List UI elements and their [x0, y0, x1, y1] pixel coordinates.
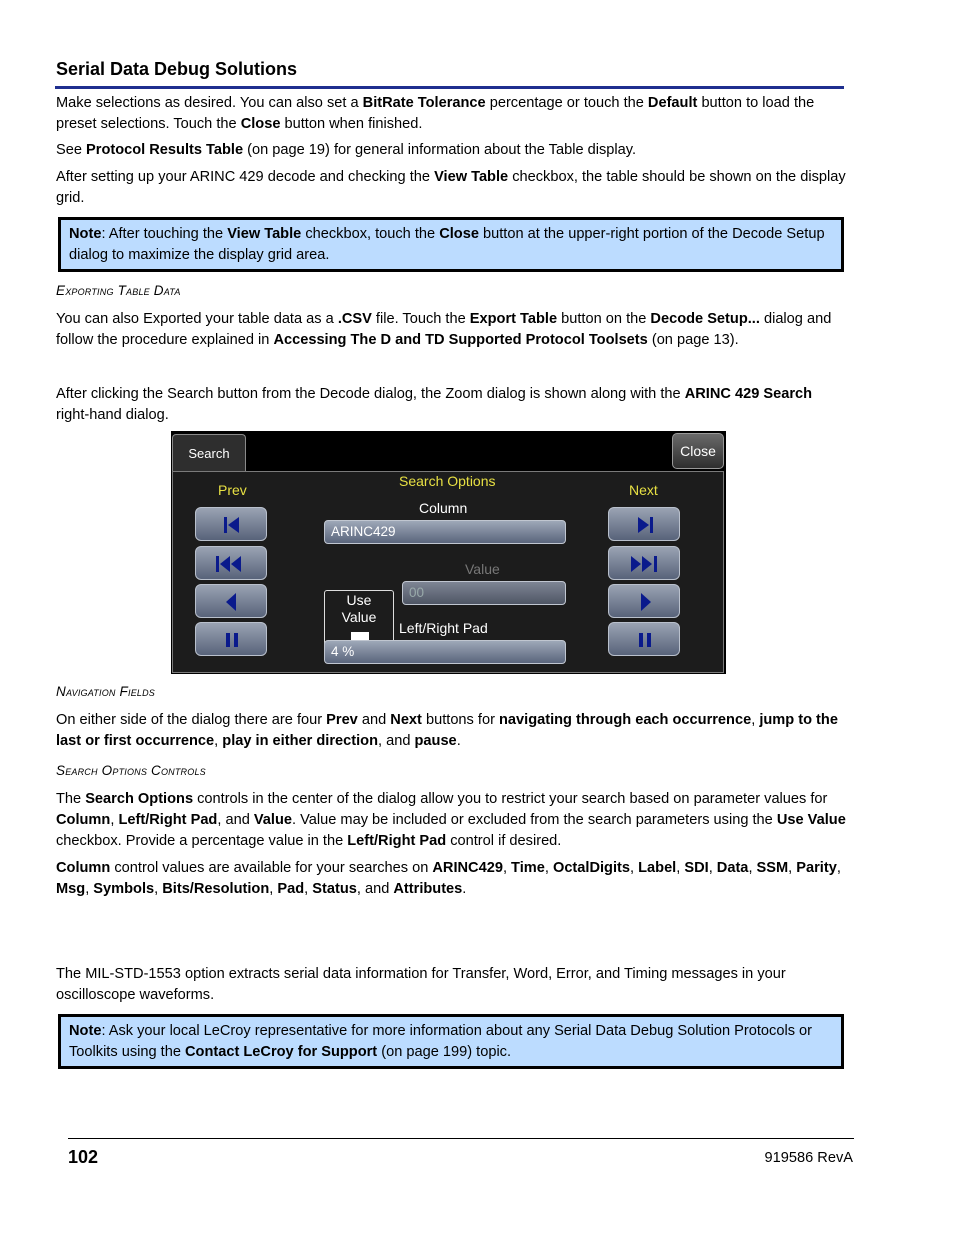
- header-rule: [55, 86, 844, 89]
- first-button[interactable]: [195, 546, 267, 580]
- column-select[interactable]: ARINC429: [324, 520, 566, 544]
- column-value-item: Pad: [277, 881, 305, 897]
- pause-icon: [609, 623, 681, 657]
- column-values-list: ARINC429, Time, OctalDigits, Label, SDI, Data, SSM, Parity, Msg, Symbols, Bits/Resolution, Pad, Status: [56, 860, 841, 897]
- next-label: Next: [629, 482, 658, 498]
- pause-icon: [196, 623, 268, 657]
- search-options-label: Search Options: [399, 473, 496, 489]
- column-label: Column: [419, 500, 468, 516]
- paragraph-see-results: See Protocol Results Table (on page 19) for general information about the Table display.: [56, 142, 637, 158]
- column-value-item: Bits/Resolution: [162, 881, 270, 897]
- prev-button[interactable]: [195, 507, 267, 541]
- search-dialog: [171, 431, 726, 674]
- next-button[interactable]: [608, 507, 680, 541]
- column-value-item: Data: [716, 860, 749, 876]
- page-title: Serial Data Debug Solutions: [56, 59, 298, 79]
- column-value-item: Msg: [56, 881, 86, 897]
- document-id: 919586 RevA: [764, 1150, 853, 1166]
- footer-rule: [68, 1138, 854, 1139]
- column-value-item: OctalDigits: [552, 860, 631, 876]
- paragraph-export: You can also Exported your table data as a .CSV file. Touch the Export Table button on the Decode Setup... dialog and follow the procedure explained in Accessing The D and TD Supported Protocol Toolsets (on page 13).: [56, 311, 832, 348]
- column-value-item: Time: [511, 860, 545, 876]
- value-input[interactable]: 00: [402, 581, 566, 605]
- column-value-item: ARINC429: [432, 860, 503, 876]
- next-pause-button[interactable]: [608, 622, 680, 656]
- paragraph-selections: Make selections as desired. You can also set a BitRate Tolerance percentage or touch the Default button to load the preset selections. Touch the Close button when finished.: [56, 95, 815, 132]
- search-panel: [172, 471, 724, 673]
- paragraph-search-options: The Search Options controls in the center of the dialog allow you to restrict your search based on parameter values for Column, Left/Right Pad, and Value. Value may be included or excluded from the search parameters using the Use Value checkbox. Provide a percentage value in the Left/Right Pad control if desired.: [56, 791, 846, 849]
- last-icon: [609, 547, 681, 581]
- page-number: 102: [68, 1147, 99, 1167]
- subheading-exporting: Exporting Table Data: [56, 283, 181, 298]
- play-reverse-button[interactable]: [195, 584, 267, 618]
- column-value-item: Parity: [796, 860, 837, 876]
- column-value-item: Label: [638, 860, 677, 876]
- first-icon: [196, 547, 268, 581]
- column-value-item: SDI: [684, 860, 709, 876]
- use-value-label: Use Value: [341, 592, 377, 625]
- play-reverse-icon: [196, 585, 268, 619]
- last-button[interactable]: [608, 546, 680, 580]
- value-label: Value: [465, 561, 500, 577]
- paragraph-mil-std: The MIL-STD-1553 option extracts serial data information for Transfer, Word, Error, and Timing messages in your oscilloscope waveforms.: [56, 966, 786, 1003]
- play-icon: [609, 585, 681, 619]
- column-value-item: Symbols: [93, 881, 155, 897]
- pad-input[interactable]: 4 %: [324, 640, 566, 664]
- paragraph-column-values: Column control values are available for your searches on ARINC429, Time, OctalDigits, Label, SDI, Data, SSM, Parity, Msg, Symbols, Bits/Resolution, Pad, Status, and Attributes.: [56, 860, 841, 897]
- note-box: Note: After touching the View Table checkbox, touch the Close button at the upper-right portion of the Decode Setup dialog to maximize the display grid area.: [58, 217, 844, 272]
- search-tab[interactable]: Search: [172, 434, 246, 473]
- link-protocol-results-table[interactable]: Protocol Results Table: [86, 142, 244, 158]
- column-value-item: SSM: [756, 860, 789, 876]
- column-value-item: Status: [312, 881, 357, 897]
- prev-label: Prev: [218, 482, 247, 498]
- link-contact-support[interactable]: Contact LeCroy for Support: [185, 1044, 378, 1060]
- subheading-search-options: Search Options Controls: [56, 763, 206, 778]
- prev-icon: [196, 508, 268, 542]
- pad-label: Left/Right Pad: [399, 620, 488, 636]
- note-box-support: Note: Ask your local LeCroy representative for more information about any Serial Data Debug Solution Protocols or Toolkits using the Contact LeCroy for Support (on page 199) topic.: [58, 1014, 844, 1069]
- prev-pause-button[interactable]: [195, 622, 267, 656]
- paragraph-after-setup: After setting up your ARINC 429 decode and checking the View Table checkbox, the table should be shown on the display grid.: [56, 169, 846, 206]
- play-button[interactable]: [608, 584, 680, 618]
- next-icon: [609, 508, 681, 542]
- paragraph-search-intro: After clicking the Search button from the Decode dialog, the Zoom dialog is shown along with the ARINC 429 Search right-hand dialog.: [56, 386, 813, 423]
- paragraph-navigation: On either side of the dialog there are four Prev and Next buttons for navigating through each occurrence, jump to the last or first occurrence, play in either direction, and pause.: [56, 712, 838, 749]
- link-accessing-toolsets[interactable]: Accessing The D and TD Supported Protocol Toolsets: [273, 332, 648, 348]
- subheading-navigation: Navigation Fields: [56, 684, 156, 699]
- close-button[interactable]: Close: [672, 433, 724, 469]
